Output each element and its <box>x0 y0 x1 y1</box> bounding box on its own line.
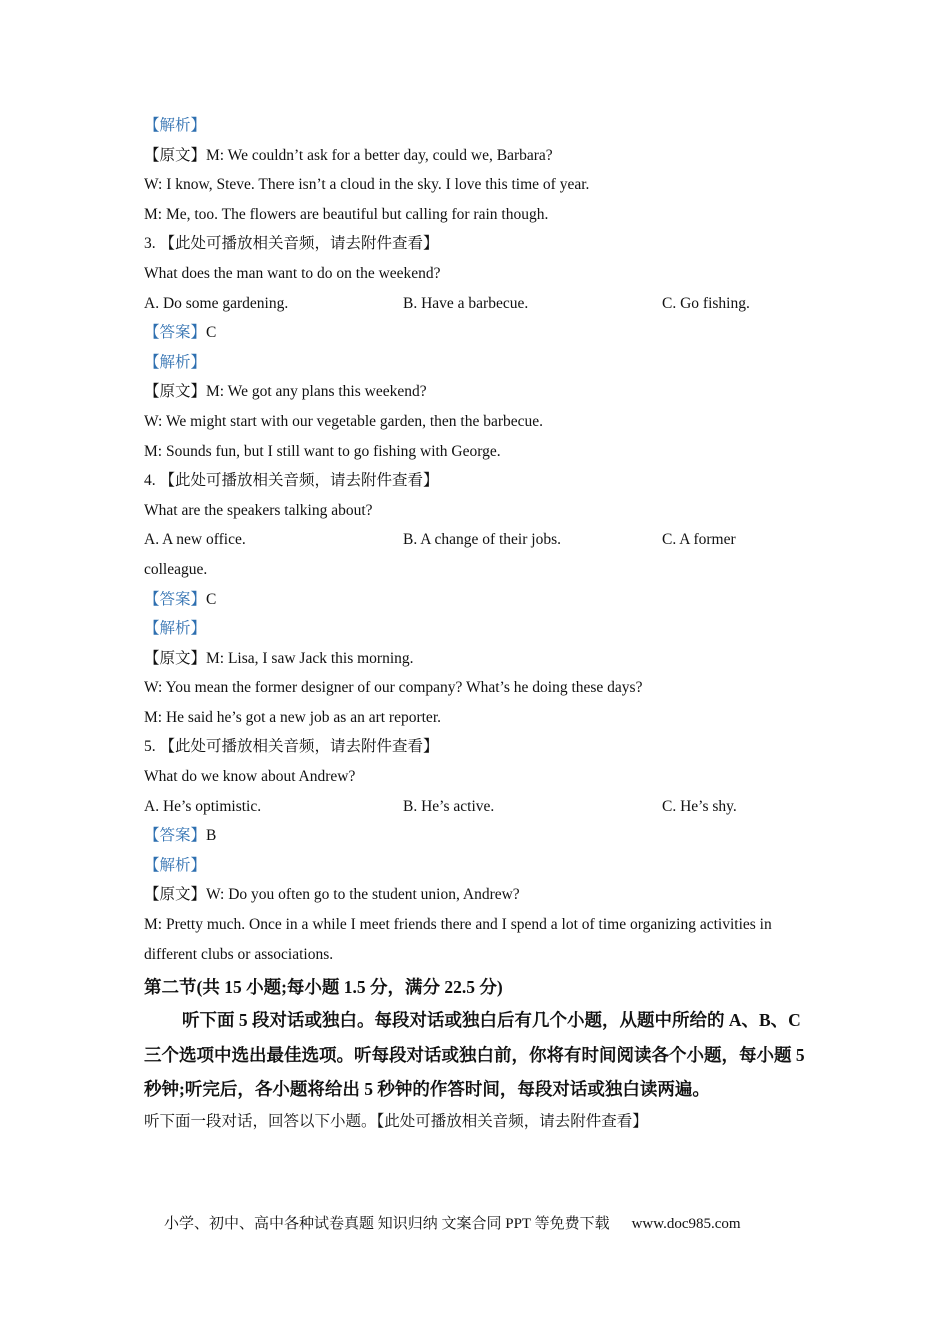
q3-answer-label: 【答案】 <box>144 324 207 342</box>
q5-transcript-line-2: M: Pretty much. Once in a while I meet friends there and I spend a lot of time organizing activities in different clubs or associations. <box>144 916 772 963</box>
q5-header <box>144 732 814 762</box>
document-body <box>144 111 814 1136</box>
q4-option-a: A. A new office. <box>144 531 246 549</box>
q3-transcript-line-2: W: We might start with our vegetable garden, then the barbecue. <box>144 412 544 430</box>
q5-transcript-line-1: 【原文】W: Do you often go to the student union, Andrew? <box>144 886 520 904</box>
section-2-directions: 听下面 5 段对话或独白。每段对话或独白后有几个小题，从题中所给的 A、B、C 三个选项中选出最佳选项。听每段对话或独白前，你将有时间阅读各个小题，每小题 5 秒钟;听完后，各小题将给出 5 秒钟的作答时间，每段对话或独白读两遍。 <box>144 1010 805 1100</box>
q3-options <box>144 289 814 319</box>
q3-transcript-line-1: 【原文】M: We got any plans this weekend? <box>144 383 427 401</box>
q5-audio-note: 【此处可播放相关音频，请去附件查看】 <box>159 738 439 756</box>
q4-transcript-line-1: 【原文】M: Lisa, I saw Jack this morning. <box>144 649 414 667</box>
q4-options <box>144 525 814 555</box>
q4-question: What are the speakers talking about? <box>144 501 373 519</box>
q3-header <box>144 229 814 259</box>
section-2-instruction: 听下面一段对话，回答以下小题。【此处可播放相关音频，请去附件查看】 <box>144 1112 648 1130</box>
q4-answer-label: 【答案】 <box>144 590 207 608</box>
q4-analysis-label: 【解析】 <box>144 620 207 638</box>
section-2-title: 第二节(共 15 小题;每小题 1.5 分，满分 22.5 分) <box>144 977 503 998</box>
q4-answer-value: C <box>206 590 217 608</box>
q2-transcript-line-1: 【原文】M: We couldn’t ask for a better day, could we, Barbara? <box>144 146 553 164</box>
q5-answer-value: B <box>206 827 217 845</box>
q4-option-c: C. A former <box>662 531 736 549</box>
q3-audio-note: 【此处可播放相关音频，请去附件查看】 <box>159 235 439 253</box>
q3-question: What does the man want to do on the weekend? <box>144 264 441 282</box>
q3-option-a: A. Do some gardening. <box>144 294 289 312</box>
q3-option-c: C. Go fishing. <box>662 294 750 312</box>
q5-question: What do we know about Andrew? <box>144 768 356 786</box>
page-footer <box>164 1212 741 1233</box>
q5-answer-label: 【答案】 <box>144 827 207 845</box>
q2-analysis-label: 【解析】 <box>144 117 207 134</box>
q2-transcript-line-2: W: I know, Steve. There isn’t a cloud in the sky. I love this time of year. <box>144 176 590 194</box>
q4-answer <box>144 585 814 615</box>
q2-transcript-line-3: M: Me, too. The flowers are beautiful but calling for rain though. <box>144 205 549 223</box>
q4-transcript-line-3: M: He said he’s got a new job as an art reporter. <box>144 708 441 726</box>
q4-header <box>144 466 814 496</box>
q4-option-b: B. A change of their jobs. <box>403 531 561 549</box>
q5-answer <box>144 821 814 851</box>
q3-option-b: B. Have a barbecue. <box>403 294 529 312</box>
q3-number: 3. <box>144 235 160 253</box>
q4-transcript-line-2: W: You mean the former designer of our company? What’s he doing these days? <box>144 679 643 697</box>
q3-analysis-label: 【解析】 <box>144 353 207 371</box>
footer-url: www.doc985.com <box>631 1216 741 1232</box>
footer-text: 小学、初中、高中各种试卷真题 知识归纳 文案合同 PPT 等免费下载 <box>164 1216 610 1232</box>
q3-answer <box>144 318 814 348</box>
q5-option-b: B. He’s active. <box>403 797 495 815</box>
q5-option-a: A. He’s optimistic. <box>144 797 262 815</box>
q3-transcript-line-3: M: Sounds fun, but I still want to go fishing with George. <box>144 442 501 460</box>
q5-options <box>144 792 814 822</box>
q5-option-c: C. He’s shy. <box>662 797 737 815</box>
q4-option-c-continued: colleague. <box>144 560 208 578</box>
q4-number: 4. <box>144 472 160 490</box>
q3-answer-value: C <box>206 324 217 342</box>
q5-number: 5. <box>144 738 160 756</box>
q4-audio-note: 【此处可播放相关音频，请去附件查看】 <box>159 472 439 490</box>
q5-analysis-label: 【解析】 <box>144 856 207 874</box>
